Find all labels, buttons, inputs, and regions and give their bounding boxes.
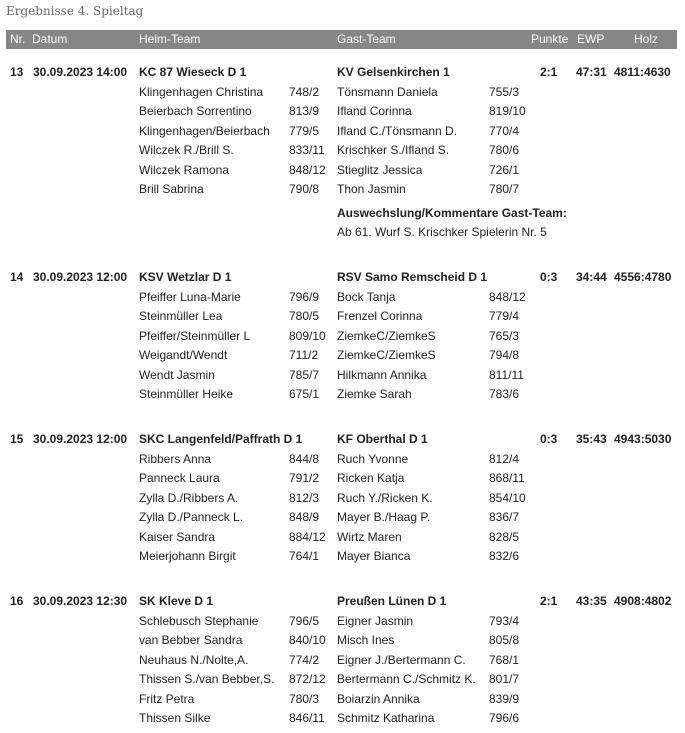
- player-row: [0, 469, 685, 487]
- home-player-score: 785/7: [289, 367, 320, 382]
- home-player-score: 813/9: [289, 104, 320, 118]
- player-row: [0, 366, 685, 384]
- player-row: [0, 709, 685, 727]
- home-player-score: 711/2: [289, 348, 319, 362]
- guest-player: Mayer Bianca: [337, 549, 411, 563]
- guest-player-score: 770/4: [489, 123, 520, 138]
- match-guest-team: Preußen Lünen D 1: [337, 594, 447, 608]
- home-player: Wendt Jasmin: [139, 367, 215, 382]
- home-player: Wilczek R./Brill S.: [139, 143, 234, 157]
- player-row: [0, 161, 685, 179]
- match-nr: 14: [10, 270, 24, 284]
- table-header: [6, 30, 677, 49]
- guest-player: Ricken Katja: [337, 471, 405, 485]
- home-player: Kaiser Sandra: [139, 529, 216, 544]
- home-player: Pfeiffer Luna-Marie: [139, 289, 241, 304]
- match-datum: 30.09.2023 12:30: [33, 594, 128, 608]
- match-header-row: [0, 63, 685, 81]
- home-player: Zylla D./Panneck L.: [139, 510, 244, 524]
- guest-player: Ruch Yvonne: [337, 451, 409, 466]
- home-player: Brill Sabrina: [139, 182, 204, 196]
- header-punkte: Punkte: [531, 32, 569, 46]
- home-player-score: 790/8: [289, 182, 320, 196]
- guest-player: Mayer B./Haag P.: [337, 510, 431, 524]
- home-player-score: 779/5: [289, 123, 320, 138]
- match-nr: 15: [10, 432, 24, 446]
- guest-player: Ifland C./Tönsmann D.: [337, 123, 458, 138]
- player-row: [0, 508, 685, 526]
- player-row: [0, 631, 685, 649]
- header-heim: Heim-Team: [139, 32, 201, 46]
- guest-player: Frenzel Corinna: [337, 309, 423, 323]
- home-player: Fritz Petra: [139, 691, 195, 706]
- player-row: [0, 346, 685, 364]
- match-home-team: KC 87 Wieseck D 1: [139, 65, 247, 79]
- guest-player-score: 779/4: [489, 309, 520, 323]
- home-player-score: 796/9: [289, 289, 320, 304]
- match-nr: 13: [10, 65, 24, 79]
- home-player-score: 884/12: [289, 529, 326, 544]
- guest-player: ZiemkeC/ZiemkeS: [337, 328, 436, 343]
- header-ewp: EWP: [577, 32, 605, 46]
- home-player-score: 872/12: [289, 672, 326, 686]
- match-holz: 4908:4802: [614, 594, 672, 608]
- guest-player-score: 793/4: [489, 613, 520, 628]
- guest-player-score: 783/6: [489, 387, 520, 401]
- match-holz: 4811:4630: [614, 65, 671, 79]
- guest-player-score: 828/5: [489, 529, 520, 544]
- player-row: [0, 528, 685, 546]
- guest-player-score: 839/9: [489, 691, 520, 706]
- home-player-score: 848/12: [289, 162, 326, 177]
- match-header-row: [0, 268, 685, 286]
- home-player: Weigandt/Wendt: [139, 348, 228, 362]
- player-row: [0, 288, 685, 306]
- player-row: [0, 489, 685, 507]
- home-player: Thissen S./van Bebber,S.: [139, 672, 275, 686]
- home-player-score: 840/10: [289, 633, 326, 647]
- match-header-row: [0, 592, 685, 610]
- match-ewp: 43:35: [576, 594, 607, 608]
- guest-player-score: 796/6: [489, 711, 520, 725]
- match-home-team: SK Kleve D 1: [139, 594, 214, 608]
- match-ewp: 34:44: [576, 270, 607, 284]
- guest-player: Hilkmann Annika: [337, 367, 427, 382]
- guest-player: Wirtz Maren: [337, 529, 402, 544]
- guest-player-score: 854/10: [489, 490, 526, 505]
- match-guest-team: RSV Samo Remscheid D 1: [337, 270, 488, 284]
- match-guest-team: KF Oberthal D 1: [337, 432, 428, 446]
- guest-player-score: 780/7: [489, 182, 520, 196]
- match-header-row: [0, 430, 685, 448]
- player-row: [0, 102, 685, 120]
- home-player: Meierjohann Birgit: [139, 549, 236, 563]
- guest-player: Tönsmann Daniela: [337, 84, 438, 99]
- guest-player: Bock Tanja: [337, 289, 396, 304]
- guest-player: Krischker S./Ifland S.: [337, 143, 450, 157]
- home-player: Neuhaus N./Nolte,A.: [139, 652, 249, 667]
- player-row: [0, 180, 685, 198]
- guest-player-score: 780/6: [489, 143, 520, 157]
- player-row: [0, 83, 685, 101]
- match-holz: 4943:5030: [614, 432, 672, 446]
- guest-player-score: 811/11: [489, 367, 524, 382]
- guest-player: Ziemke Sarah: [337, 387, 412, 401]
- home-player: Klingenhagen/Beierbach: [139, 123, 270, 138]
- guest-player: Ruch Y./Ricken K.: [337, 490, 433, 505]
- player-row: [0, 385, 685, 403]
- guest-player: Thon Jasmin: [337, 182, 406, 196]
- home-player: Ribbers Anna: [139, 451, 212, 466]
- guest-player-score: 801/7: [489, 672, 520, 686]
- guest-player: Stieglitz Jessica: [337, 162, 423, 177]
- player-row: [0, 670, 685, 688]
- guest-player-score: 848/12: [489, 289, 526, 304]
- home-player: Klingenhagen Christina: [139, 84, 264, 99]
- match-home-team: SKC Langenfeld/Paffrath D 1: [139, 432, 303, 446]
- match-holz: 4556:4780: [614, 270, 672, 284]
- home-player-score: 780/5: [289, 309, 320, 323]
- home-player-score: 748/2: [289, 84, 320, 99]
- player-row: [0, 651, 685, 669]
- home-player: Schlebusch Stephanie: [139, 613, 259, 628]
- home-player-score: 844/8: [289, 451, 320, 466]
- player-row: [0, 547, 685, 565]
- guest-player: ZiemkeC/ZiemkeS: [337, 348, 436, 362]
- home-player: Thissen Silke: [139, 711, 211, 725]
- guest-player: Bertermann C./Schmitz K.: [337, 672, 476, 686]
- guest-player-score: 868/11: [489, 471, 525, 485]
- guest-player: Schmitz Katharina: [337, 711, 435, 725]
- home-player: Zylla D./Ribbers A.: [139, 490, 239, 505]
- match-datum: 30.09.2023 12:00: [33, 270, 128, 284]
- comment-row: [0, 204, 685, 222]
- home-player-score: 675/1: [289, 387, 320, 401]
- header-holz: Holz: [634, 32, 659, 46]
- guest-player-score: 755/3: [489, 84, 520, 99]
- player-row: [0, 141, 685, 159]
- guest-player-score: 805/8: [489, 633, 520, 647]
- guest-player-score: 768/1: [489, 652, 520, 667]
- guest-player-score: 726/1: [489, 162, 520, 177]
- home-player-score: 848/9: [289, 510, 320, 524]
- header-nr: Nr.: [10, 32, 26, 46]
- home-player-score: 833/11: [289, 143, 325, 157]
- match-datum: 30.09.2023 12:00: [33, 432, 128, 446]
- home-player-score: 812/3: [289, 490, 320, 505]
- guest-player-score: 836/7: [489, 510, 520, 524]
- comment-row: [0, 223, 685, 241]
- match-ewp: 35:43: [576, 432, 607, 446]
- match-guest-team: KV Gelsenkirchen 1: [337, 65, 450, 79]
- match-punkte: 0:3: [540, 432, 558, 446]
- player-row: [0, 450, 685, 468]
- home-player: Wilczek Ramona: [139, 162, 230, 177]
- home-player-score: 780/3: [289, 691, 320, 706]
- player-row: [0, 690, 685, 708]
- home-player-score: 774/2: [289, 652, 320, 667]
- guest-player: Eigner Jasmin: [337, 613, 414, 628]
- home-player: Beierbach Sorrentino: [139, 104, 252, 118]
- home-player: Pfeiffer/Steinmüller L: [139, 328, 251, 343]
- guest-player: Eigner J./Bertermann C.: [337, 652, 466, 667]
- player-row: [0, 122, 685, 140]
- home-player-score: 764/1: [289, 549, 320, 563]
- header-datum: Datum: [32, 32, 68, 46]
- home-player-score: 809/10: [289, 328, 326, 343]
- match-datum: 30.09.2023 14:00: [33, 65, 128, 79]
- header-gast: Gast-Team: [337, 32, 396, 46]
- match-nr: 16: [10, 594, 24, 608]
- guest-player-score: 832/6: [489, 549, 520, 563]
- home-player: Panneck Laura: [139, 471, 220, 485]
- match-punkte: 2:1: [540, 594, 558, 608]
- page-title: Ergebnisse 4. Spieltag: [6, 4, 144, 18]
- guest-player-score: 765/3: [489, 328, 520, 343]
- home-player: van Bebber Sandra: [139, 633, 243, 647]
- guest-player-score: 794/8: [489, 348, 520, 362]
- home-player: Steinmüller Heike: [139, 387, 234, 401]
- home-player: Steinmüller Lea: [139, 309, 223, 323]
- guest-player: Boiarzin Annika: [337, 691, 420, 706]
- home-player-score: 846/11: [289, 711, 325, 725]
- comment-text: Ab 61. Wurf S. Krischker Spielerin Nr. 5: [337, 225, 547, 239]
- guest-player: Misch Ines: [337, 633, 395, 647]
- player-row: [0, 327, 685, 345]
- comment-title: Auswechslung/Kommentare Gast-Team:: [337, 205, 567, 220]
- home-player-score: 791/2: [289, 471, 320, 485]
- guest-player-score: 812/4: [489, 451, 520, 466]
- match-punkte: 0:3: [540, 270, 558, 284]
- player-row: [0, 307, 685, 325]
- match-ewp: 47:31: [576, 65, 607, 79]
- match-punkte: 2:1: [540, 65, 558, 79]
- match-home-team: KSV Wetzlar D 1: [139, 270, 232, 284]
- guest-player-score: 819/10: [489, 104, 526, 118]
- home-player-score: 796/5: [289, 613, 320, 628]
- guest-player: Ifland Corinna: [337, 104, 412, 118]
- player-row: [0, 612, 685, 630]
